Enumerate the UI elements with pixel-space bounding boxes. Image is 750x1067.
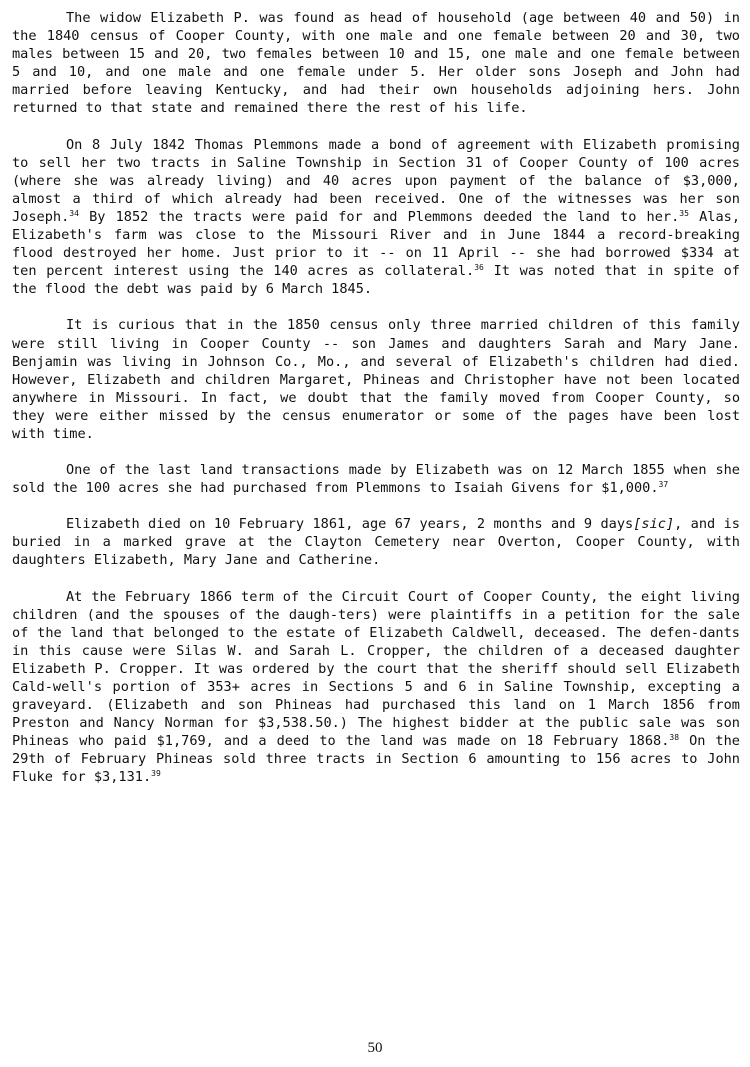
paragraph-gap — [12, 443, 740, 461]
paragraph-plemmons-bond — [12, 136, 740, 299]
paragraph-last-transaction — [12, 461, 740, 497]
paragraph-text: On the 29th of February Phineas sold three tracts in Section 6 amounting to 156 acres to John Fluke for $3,131. — [12, 733, 740, 786]
page-number: 50 — [367, 1040, 383, 1056]
paragraph-text: , and is buried in a marked grave at the Clayton Cemetery near Overton, Cooper County, with daughters Elizabeth, Mary Jane and Catherine. — [12, 516, 740, 569]
footnote-ref-39: 39 — [151, 769, 161, 779]
footnote-ref-36: 36 — [474, 263, 484, 273]
paragraph-text: It was noted that in spite of the flood the debt was paid by 6 March 1845. — [12, 263, 740, 298]
footnote-ref-34: 34 — [69, 208, 79, 218]
paragraph-gap — [12, 118, 740, 136]
paragraph-gap — [12, 570, 740, 588]
paragraph-death-burial — [12, 515, 740, 569]
sic-annotation: [sic] — [633, 516, 675, 533]
paragraph-circuit-court — [12, 588, 740, 787]
paragraph-text: By 1852 the tracts were paid for and Plemmons deeded the land to her. — [78, 208, 680, 225]
footnote-ref-35: 35 — [679, 208, 689, 218]
paragraph-text: The widow Elizabeth P. was found as head of household (age between 40 and 50) in the 1840 census of Cooper County, with one male and one female between 20 and 30, two males between 15 and 20, two females between 10 and 15, one male and one female between 5 and 10, and one male and one female under 5. Her older sons Joseph and John had married before leaving Kentucky, and had their own households adjoining hers. John returned to that state and remained there the rest of his life. — [12, 10, 740, 117]
paragraph-1850-census — [12, 316, 740, 443]
paragraph-text: On 8 July 1842 Thomas Plemmons made a bond of agreement with Elizabeth promising to sell her two tracts in Saline Township in Section 31 of Cooper County of 100 acres (where she was already living) and 40 acres upon payment of the balance of $3,000, almost a third of which already had been received. One of the witnesses was her son Joseph. — [12, 136, 740, 225]
paragraph-text: It is curious that in the 1850 census only three married children of this family were still living in Cooper County -- son James and daughters Sarah and Mary Jane. Benjamin was living in Johnson Co., Mo., and several of Elizabeth's children had died. However, Elizabeth and children Margaret, Phineas and Christopher have not been located anywhere in Missouri. In fact, we doubt that the family moved from Cooper County, so they were either missed by the census enumerator or some of the pages have been lost with time. — [12, 317, 740, 442]
paragraph-text: Elizabeth died on 10 February 1861, age 67 years, 2 months and 9 days — [66, 516, 634, 533]
paragraph-gap — [12, 298, 740, 316]
paragraph-1940-census — [12, 9, 740, 118]
footnote-ref-37: 37 — [658, 480, 669, 490]
paragraph-text: At the February 1866 term of the Circuit Court of Cooper County, the eight living children (and the spouses of the daugh-ters) were plaintiffs in a petition for the sale of the land that belonged to the estate of Elizabeth Caldwell, deceased. The defen-dants in this cause were Silas W. and Sarah L. Cropper, the children of a deceased daughter Elizabeth P. Cropper. It was ordered by the court that the sheriff should sell Elizabeth Cald-well's portion of 353+ acres in Sections 5 and 6 in Saline Township, excepting a graveyard. (Elizabeth and son Phineas had purchased this land on 1 March 1856 from Preston and Nancy Norman for $3,538.50.) The highest bidder at the public sale was son Phineas who paid $1,769, and a deed to the land was made on 18 February 1868. — [12, 588, 740, 750]
paragraph-text: One of the last land transactions made by Elizabeth was on 12 March 1855 when she sold the 100 acres she had purchased from Plemmons to Isaiah Givens for $1,000. — [12, 462, 740, 497]
footnote-ref-38: 38 — [669, 733, 680, 743]
document-page — [12, 9, 740, 787]
paragraph-gap — [12, 497, 740, 515]
paragraph-text: Alas, Elizabeth's farm was close to the Missouri River and in June 1844 a record-breaking flood destroyed her home. Just prior to it -- on 11 April -- she had borrowed $334 at ten percent interest using the 140 acres as collateral. — [12, 208, 741, 280]
